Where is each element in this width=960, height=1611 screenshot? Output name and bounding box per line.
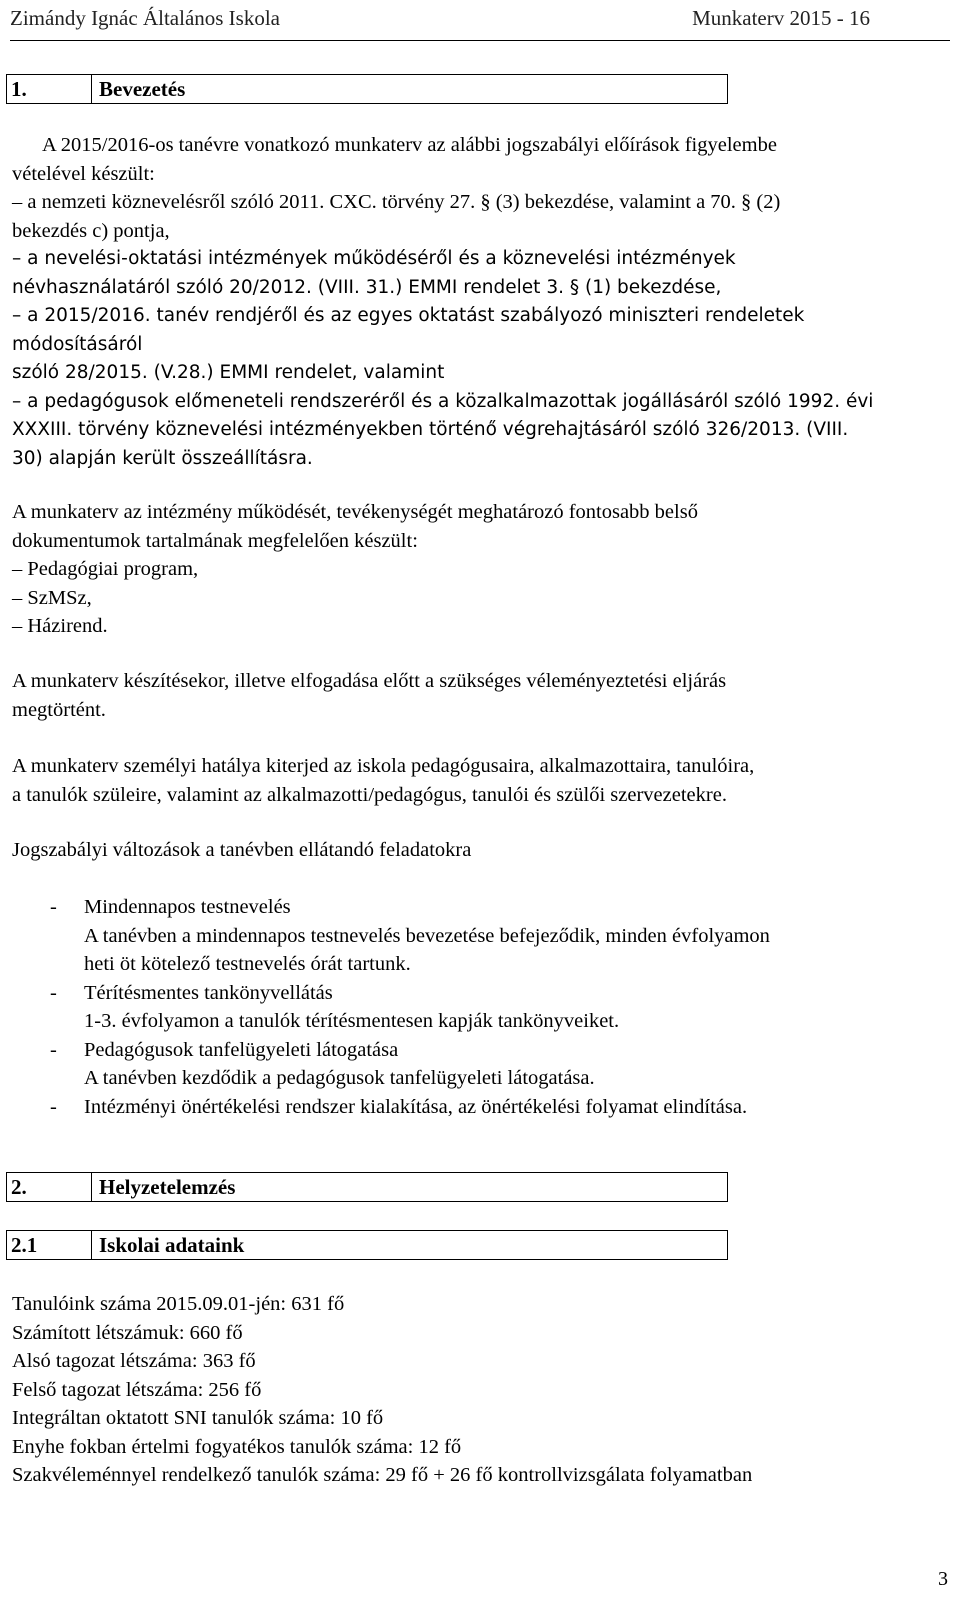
list-item xyxy=(12,1093,932,1122)
stat-line: Szakvéleménnyel rendelkező tanulók száma: 29 fő + 26 fő kontrollvizsgálata folyamatban xyxy=(12,1464,753,1486)
section-heading-2 xyxy=(6,1172,728,1202)
intro-line: – a nemzeti köznevelésről szóló 2011. CXC. törvény 27. § (3) bekezdése, valamint a 70. § (2) xyxy=(12,191,781,213)
list-item-body: A tanévben kezdődik a pedagógusok tanfelügyeleti látogatása. xyxy=(84,1067,595,1089)
list-dash: - xyxy=(50,1038,57,1061)
intro-line: vételével készült: xyxy=(12,162,155,185)
paragraph-line: megtörtént. xyxy=(12,698,106,721)
documents-paragraph xyxy=(12,498,932,641)
list-item-head: Mindennapos testnevelés xyxy=(84,896,291,918)
paragraph-line: a tanulók szüleire, valamint az alkalmazotti/pedagógus, tanulói és szülői szervezetekre. xyxy=(12,783,727,806)
running-header xyxy=(10,4,950,41)
page-number: 3 xyxy=(938,1568,948,1590)
subsection-title: Jogszabályi változások a tanévben ellátandó feladatokra xyxy=(12,839,472,861)
paragraph-line: A munkaterv személyi hatálya kiterjed az iskola pedagógusaira, alkalmazottaira, tanulóira, xyxy=(12,755,755,777)
stat-line: Számított létszámuk: 660 fő xyxy=(12,1321,243,1344)
section-title: Helyzetelemzés xyxy=(99,1175,236,1199)
intro-line: – a pedagógusok előmeneteli rendszeréről és a közalkalmazottak jogállásáról szóló 1992. évi xyxy=(12,390,874,412)
intro-line: XXXIII. törvény köznevelési intézményekben történő végrehajtásáról szóló 326/2013. (VIII. xyxy=(12,419,849,440)
intro-line: – a 2015/2016. tanév rendjéről és az egyes oktatást szabályozó miniszteri rendeletek xyxy=(12,305,805,326)
section-number: 2.1 xyxy=(11,1233,38,1257)
list-dash: - xyxy=(50,896,57,918)
list-item xyxy=(12,979,932,1008)
list-item-head: Térítésmentes tankönyvellátás xyxy=(84,981,333,1004)
document-list-item: – Pedagógiai program, xyxy=(12,558,199,580)
intro-line: névhasználatáról szóló 20/2012. (VIII. 31.) EMMI rendelet 3. § (1) bekezdése, xyxy=(12,276,722,298)
heading-divider xyxy=(91,75,92,103)
school-statistics xyxy=(12,1290,932,1490)
stat-line: Tanulóink száma 2015.09.01-jén: 631 fő xyxy=(12,1293,345,1315)
stat-line: Enyhe fokban értelmi fogyatékos tanulók száma: 12 fő xyxy=(12,1435,462,1458)
paragraph-line: A munkaterv az intézmény működését, tevékenységét meghatározó fontosabb belső xyxy=(12,501,698,523)
list-dash: - xyxy=(50,981,57,1004)
stat-line: Integráltan oktatott SNI tanulók száma: 10 fő xyxy=(12,1407,384,1429)
stat-line: Felső tagozat létszáma: 256 fő xyxy=(12,1378,262,1401)
document-list-item: – SzMSz, xyxy=(12,586,92,609)
section-title: Iskolai adataink xyxy=(99,1233,245,1257)
header-school-name: Zimándy Ignác Általános Iskola xyxy=(10,6,281,30)
heading-divider xyxy=(91,1173,92,1201)
approval-paragraph xyxy=(12,667,932,724)
intro-line: módosításáról xyxy=(12,333,143,355)
list-item-head: Pedagógusok tanfelügyeleti látogatása xyxy=(84,1038,399,1061)
intro-line: szóló 28/2015. (V.28.) EMMI rendelet, valamint xyxy=(12,362,445,383)
list-item-body: A tanévben a mindennapos testnevelés bevezetése befejeződik, minden évfolyamon xyxy=(84,924,770,947)
section-number: 1. xyxy=(11,77,27,101)
stat-line: Alsó tagozat létszáma: 363 fő xyxy=(12,1350,256,1372)
paragraph-line: dokumentumok tartalmának megfelelően készült: xyxy=(12,529,418,552)
list-dash: - xyxy=(50,1095,57,1118)
list-item-body: 1-3. évfolyamon a tanulók térítésmentesen kapják tankönyveiket. xyxy=(84,1010,620,1032)
intro-line: – a nevelési-oktatási intézmények működéséről és a köznevelési intézmények xyxy=(12,248,736,269)
intro-paragraph xyxy=(12,131,932,473)
section-heading-1 xyxy=(6,74,728,104)
heading-divider xyxy=(91,1231,92,1259)
list-item xyxy=(12,1036,932,1065)
section-number: 2. xyxy=(11,1175,27,1199)
list-item-body: heti öt kötelező testnevelés órát tartunk. xyxy=(84,953,411,975)
list-item xyxy=(12,893,932,922)
list-item-head: Intézményi önértékelési rendszer kialakítása, az önértékelési folyamat elindítása. xyxy=(84,1095,748,1118)
intro-line: bekezdés c) pontja, xyxy=(12,219,170,242)
intro-line: 30) alapján került összeállításra. xyxy=(12,447,313,469)
intro-line: A 2015/2016-os tanévre vonatkozó munkaterv az alábbi jogszabályi előírások figyelembe xyxy=(42,134,777,156)
document-list-item: – Házirend. xyxy=(12,615,108,637)
legal-changes-list xyxy=(12,893,932,1121)
header-document-title: Munkaterv 2015 - 16 xyxy=(692,6,870,30)
legal-changes-title xyxy=(12,836,932,865)
paragraph-line: A munkaterv készítésekor, illetve elfogadása előtt a szükséges véleményeztetési eljárás xyxy=(12,670,727,692)
section-heading-2-1 xyxy=(6,1230,728,1260)
section-title: Bevezetés xyxy=(99,77,186,101)
scope-paragraph xyxy=(12,752,932,809)
